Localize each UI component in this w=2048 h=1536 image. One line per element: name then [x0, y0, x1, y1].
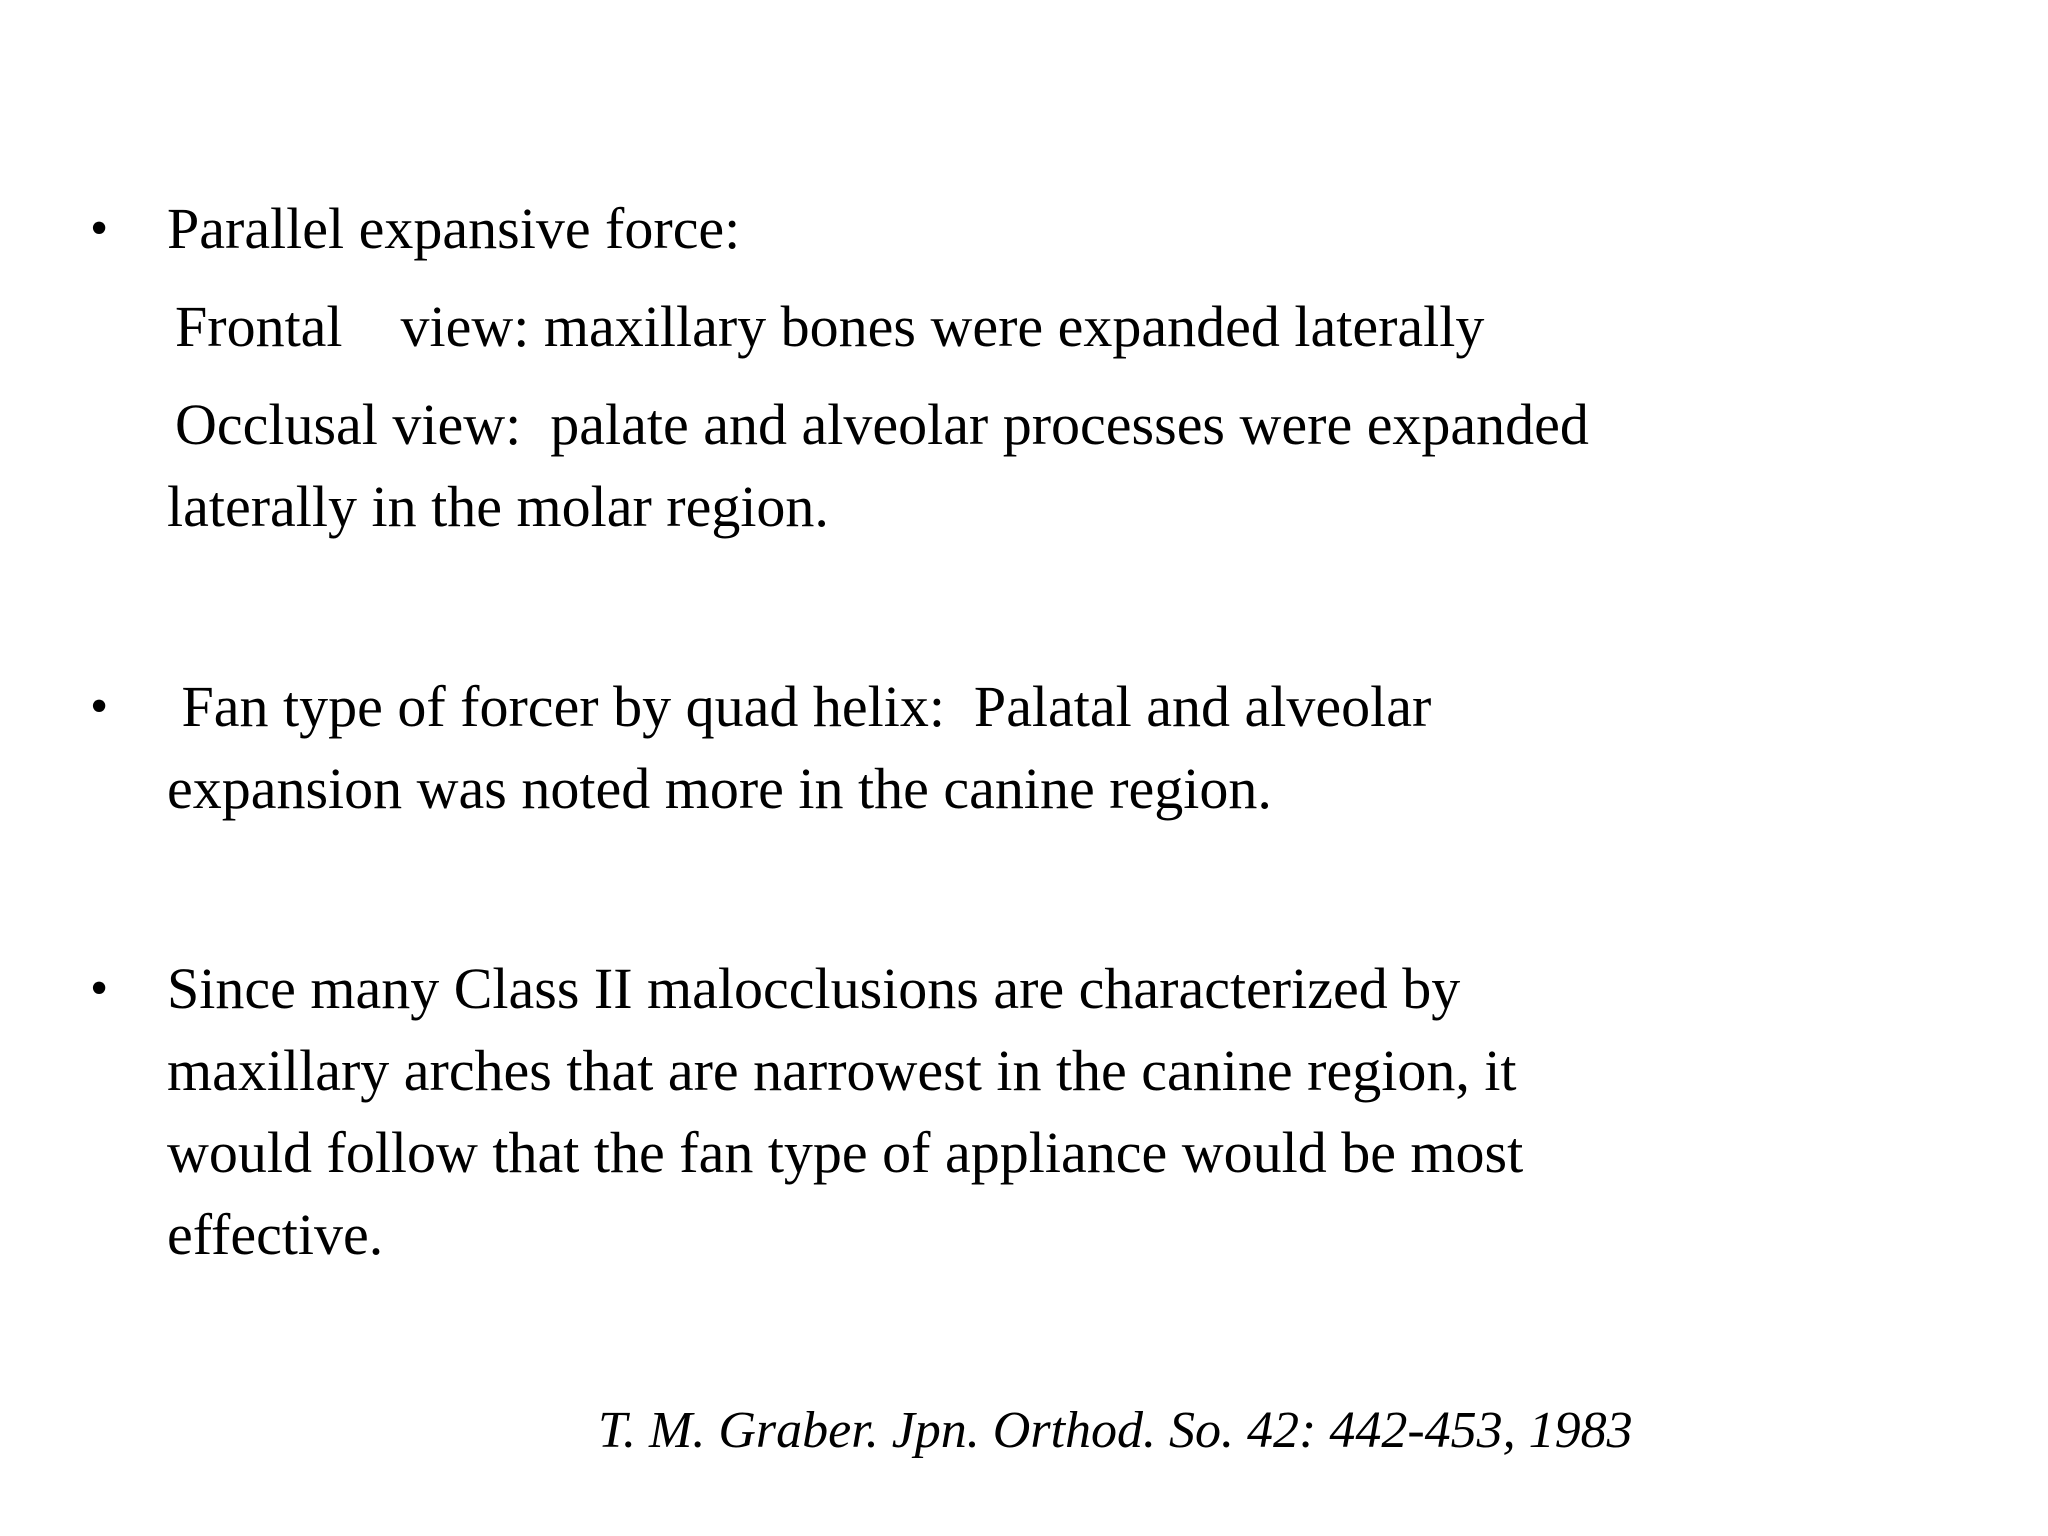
citation: T. M. Graber. Jpn. Orthod. So. 42: 442-453, 1983: [598, 1402, 1633, 1459]
bullet-point-2: •: [90, 678, 109, 735]
bullet-3-line-3: would follow that the fan type of appliance would be most: [167, 1120, 1524, 1185]
bullet-1-line-1: Parallel expansive force:: [167, 196, 741, 261]
bullet-1-line-4: laterally in the molar region.: [167, 474, 829, 539]
bullet-3-line-4: effective.: [167, 1202, 384, 1267]
bullet-point-3: •: [90, 960, 109, 1017]
bullet-point-1: •: [90, 200, 109, 257]
bullet-2-line-1: Fan type of forcer by quad helix: Palatal and alveolar: [167, 674, 1432, 739]
bullet-1-line-3: Occlusal view: palate and alveolar processes were expanded: [175, 392, 1589, 457]
bullet-3-line-1: Since many Class II malocclusions are characterized by: [167, 956, 1461, 1021]
bullet-3-line-2: maxillary arches that are narrowest in the canine region, it: [167, 1038, 1517, 1103]
bullet-1-line-2: Frontal view: maxillary bones were expanded laterally: [175, 294, 1485, 359]
bullet-2-line-2: expansion was noted more in the canine region.: [167, 756, 1272, 821]
